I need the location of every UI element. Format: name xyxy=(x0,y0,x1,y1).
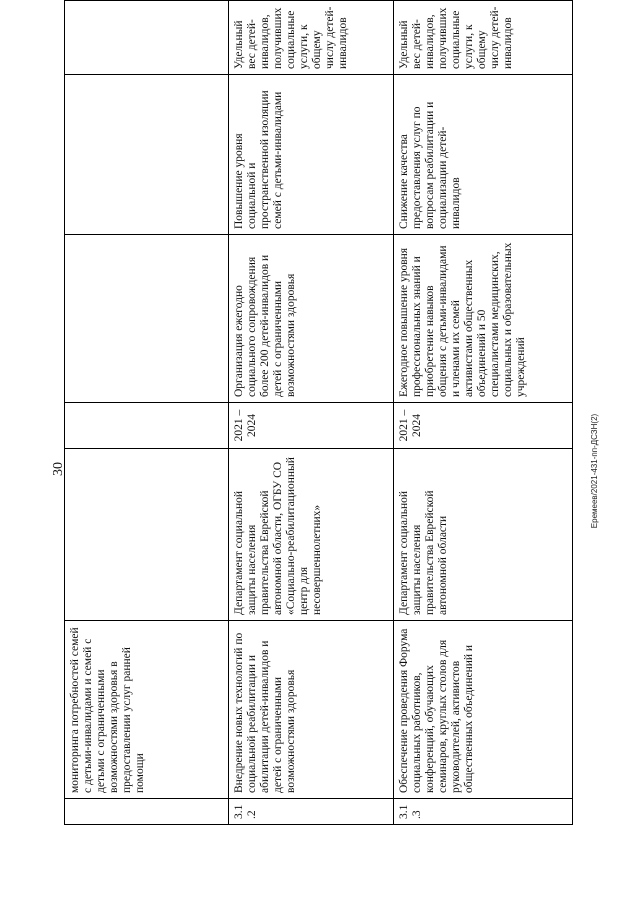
rotated-table-container xyxy=(64,1,572,825)
cell-number: 3.1.3 xyxy=(394,799,573,825)
cell-expected-result xyxy=(65,235,229,403)
footer-document-code: Еремеев/2021-431-пп-ДСЗН(2) xyxy=(590,413,599,529)
cell-indicator: Удельный вес детей-инвалидов, получивших социальные услуги, к общему числу детей-инвалидов xyxy=(394,1,573,75)
cell-term xyxy=(65,403,229,449)
cell-term: 2021 – 2024 xyxy=(394,403,573,449)
cell-term: 2021 – 2024 xyxy=(229,403,394,449)
cell-expected-result: Организация ежегодно социального сопровождения более 200 детей-инвалидов и детей с ограниченными возможностями здоровья xyxy=(229,235,394,403)
table-row xyxy=(65,1,229,825)
cell-measure-name: Внедрение новых технологий по социальной реабилитации и абилитации детей-инвалидов и детей с ограниченными возможностями здоровья xyxy=(229,621,394,799)
table-row xyxy=(394,1,573,825)
cell-consequences: Повышение уровня социальной и пространственной изоляции семей с детьми-инвалидами xyxy=(229,75,394,235)
cell-measure-name: Обеспечение проведения Форума социальных работников, конференций, обучающих семинаров, круглых столов для руководителей, активистов общественных объединений и xyxy=(394,621,573,799)
cell-measure-name: мониторинга потребностей семей с детьми-инвалидами и семей с детьми с ограниченными возможностями здоровья в предоставлении услуг ранней помощи xyxy=(65,621,229,799)
cell-number: 3.1.2 xyxy=(229,799,394,825)
cell-number xyxy=(65,799,229,825)
cell-indicator: Удельный вес детей-инвалидов, получивших социальные услуги, к общему числу детей-инвалидов xyxy=(229,1,394,75)
program-measures-table xyxy=(64,0,573,825)
cell-consequences: Снижение качества предоставления услуг по вопросам реабилитации и социализации детей-инвалидов xyxy=(394,75,573,235)
cell-expected-result: Ежегодное повышение уровня профессиональных знаний и приобретение навыков общения с детьми-инвалидами и членами их семей активистами общественных объединений и 50 специалистами медицинских, социальных и образовательных учреждений xyxy=(394,235,573,403)
table-row xyxy=(229,1,394,825)
cell-executor: Департамент социальной защиты населения правительства Еврейской автономной области xyxy=(394,449,573,621)
cell-indicator xyxy=(65,1,229,75)
cell-executor xyxy=(65,449,229,621)
page-number: 30 xyxy=(51,462,66,476)
cell-consequences xyxy=(65,75,229,235)
cell-executor: Департамент социальной защиты населения правительства Еврейской автономной области, ОГБУ СО «Социально-реабилитационный центр для несовершеннолетних» xyxy=(229,449,394,621)
